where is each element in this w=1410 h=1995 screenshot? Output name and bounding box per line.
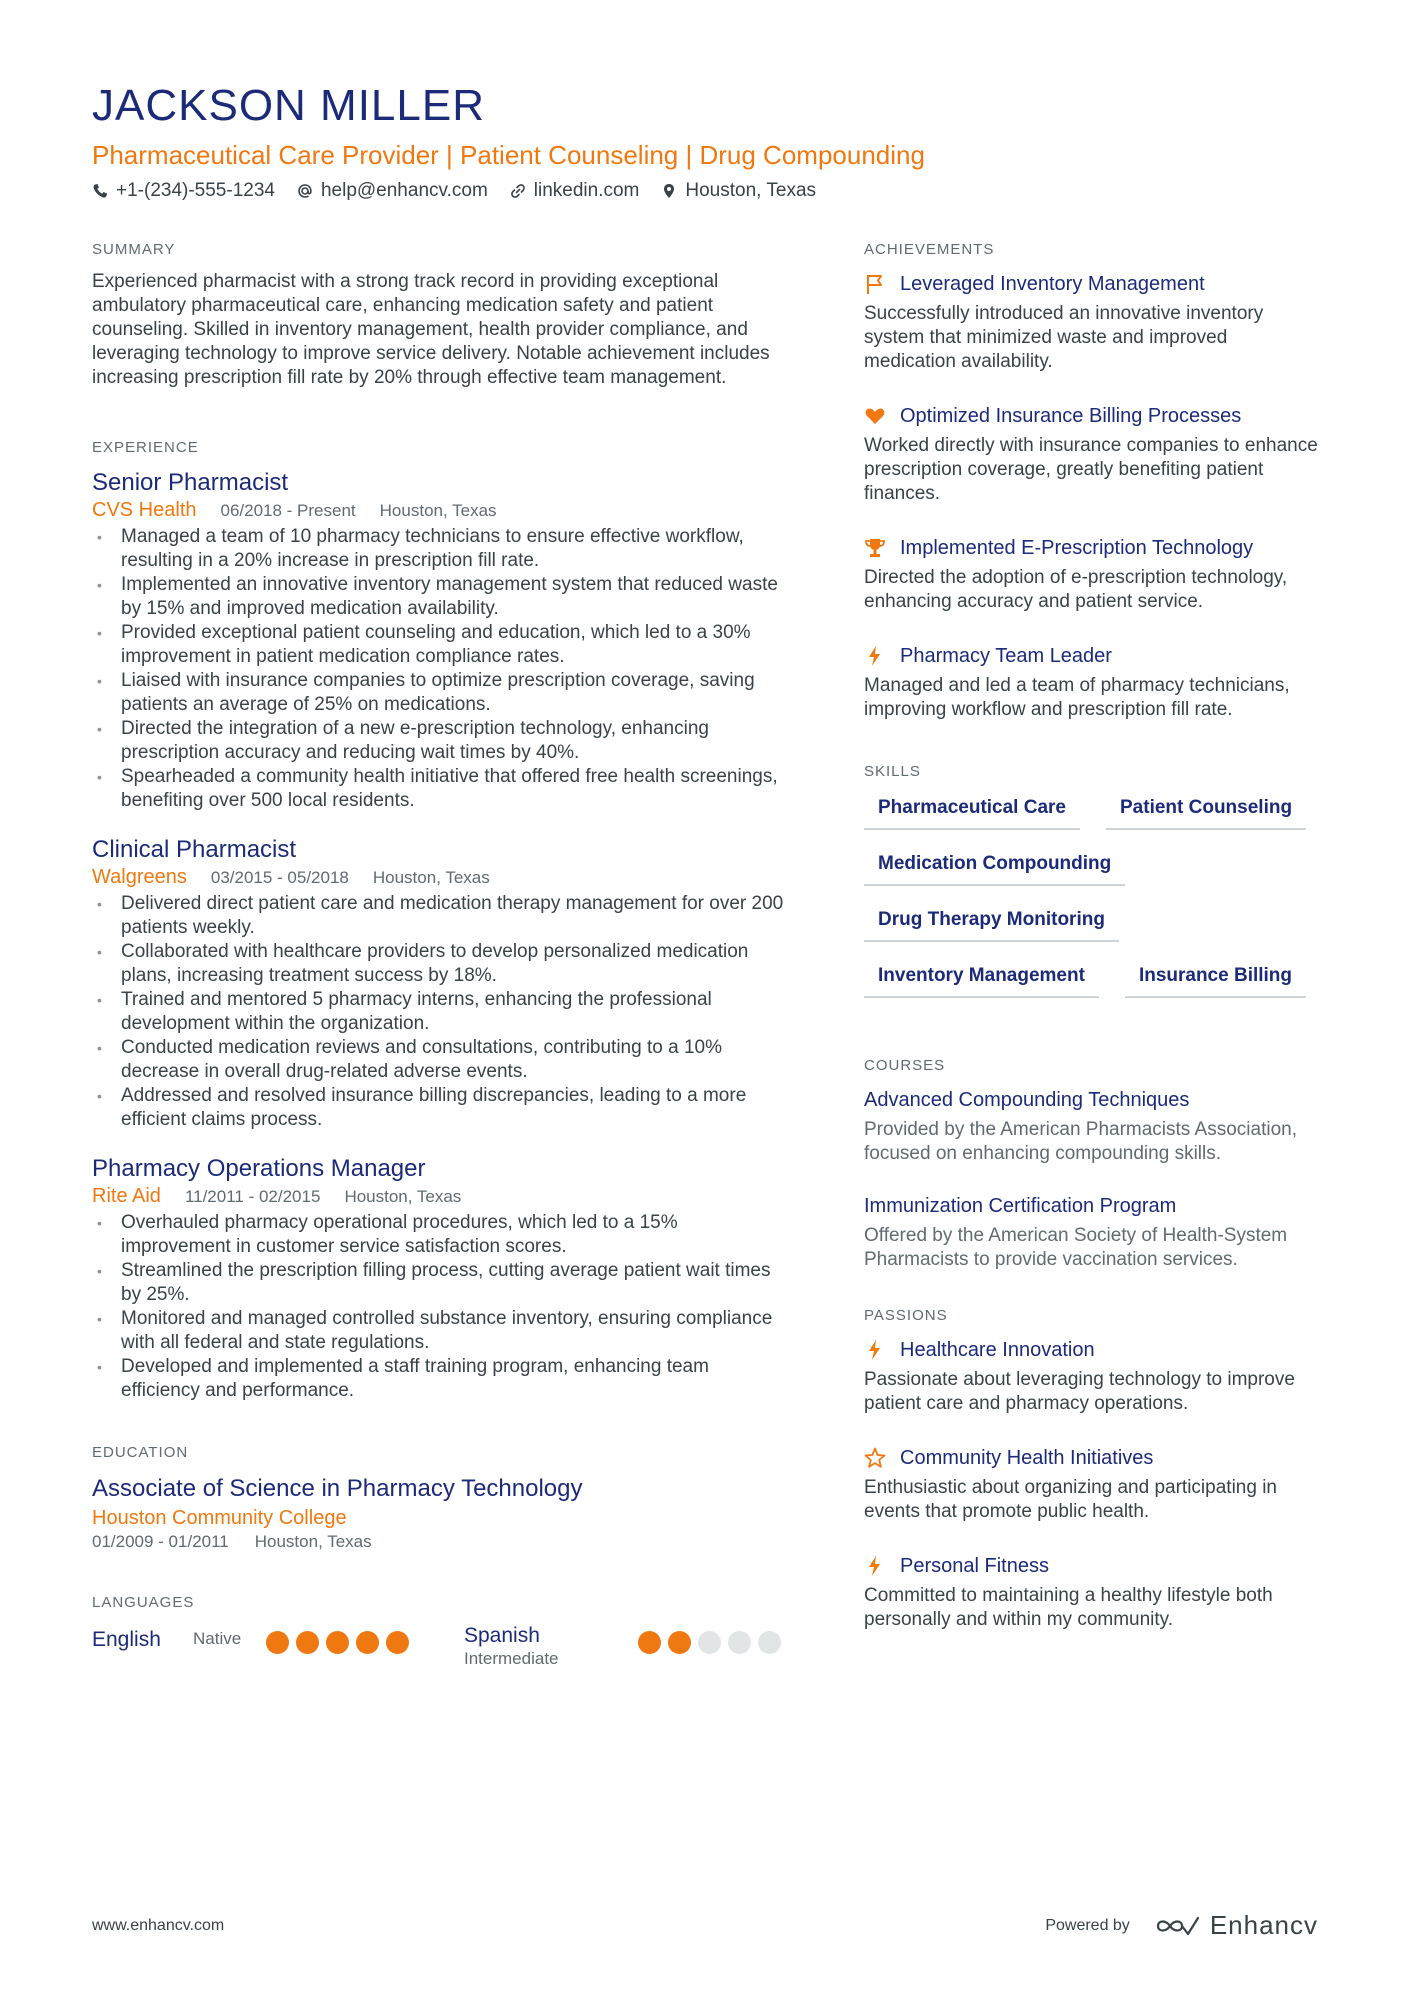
star-icon — [864, 1447, 886, 1469]
language-name: Spanish — [464, 1624, 540, 1647]
bullet-item: • Delivered direct patient care and medication therapy management for over 200 patients weekly. — [92, 892, 792, 940]
job-title: Clinical Pharmacist — [92, 836, 297, 863]
education-location: Houston, Texas — [254, 1532, 372, 1551]
achievement-desc: Worked directly with insurance companies to enhance prescription coverage, greatly benefiting patient finances. — [864, 435, 1318, 504]
location-text: Houston, Texas — [685, 180, 817, 201]
experience-section — [92, 438, 792, 1403]
section-title: PASSIONS — [864, 1307, 948, 1324]
skill-tag: Medication Compounding — [864, 852, 1125, 886]
achievements-section — [864, 240, 1324, 722]
footer — [92, 1910, 1318, 1941]
job-bullets — [92, 892, 792, 1132]
course-desc: Offered by the American Society of Health-System Pharmacists to provide vaccination services. — [864, 1225, 1288, 1270]
skill-tag: Insurance Billing — [1125, 964, 1306, 998]
section-title: SKILLS — [864, 763, 921, 780]
course-desc: Provided by the American Pharmacists Association, focused on enhancing compounding skills. — [864, 1119, 1297, 1164]
job-entry — [92, 468, 792, 813]
summary-text: Experienced pharmacist with a strong track record in providing exceptional ambulatory pharmaceutical care, enhancing medication safety and patient counseling. Skilled in inventory management, health provider compliance, and leveraging technology to improve service delivery. Notable achievement includes increasing prescription fill rate by 20% through effective team management. — [92, 271, 770, 388]
passion-title: Healthcare Innovation — [900, 1339, 1095, 1361]
trophy-icon — [864, 537, 886, 559]
course-title: Immunization Certification Program — [864, 1195, 1177, 1217]
candidate-name: JACKSON MILLER — [92, 81, 485, 130]
footer-url[interactable]: www.enhancv.com — [92, 1916, 225, 1934]
passion-item — [864, 1552, 1324, 1632]
rating-dot-filled — [638, 1631, 661, 1654]
education-section — [92, 1443, 792, 1553]
bullet-item: • Developed and implemented a staff training program, enhancing team efficiency and performance. — [92, 1355, 792, 1403]
achievement-item — [864, 642, 1324, 722]
rating-dot-empty — [698, 1631, 721, 1654]
bullet-item: • Liaised with insurance companies to optimize prescription coverage, saving patients an average of 25% on medications. — [92, 669, 792, 717]
section-title: COURSES — [864, 1057, 946, 1074]
achievement-desc: Directed the adoption of e-prescription technology, enhancing accuracy and patient service. — [864, 567, 1288, 612]
rating-dot-empty — [758, 1631, 781, 1654]
job-title: Senior Pharmacist — [92, 469, 289, 496]
skill-tag: Pharmaceutical Care — [864, 796, 1080, 830]
bullet-item: • Trained and mentored 5 pharmacy interns, enhancing the professional development within the organization. — [92, 988, 792, 1036]
school-name: Houston Community College — [92, 1507, 347, 1529]
company-name: Walgreens — [92, 866, 187, 888]
job-dates: 03/2015 - 05/2018 — [210, 868, 349, 887]
degree-title: Associate of Science in Pharmacy Technology — [92, 1475, 583, 1502]
bullet-item: • Provided exceptional patient counseling and education, which led to a 30% improvement in patient medication compliance rates. — [92, 621, 792, 669]
job-dates: 11/2011 - 02/2015 — [184, 1187, 321, 1206]
tagline: Pharmaceutical Care Provider | Patient Counseling | Drug Compounding — [92, 140, 925, 170]
section-title: LANGUAGES — [92, 1594, 195, 1611]
skill-tag: Drug Therapy Monitoring — [864, 908, 1119, 942]
left-column — [92, 240, 792, 1735]
achievement-title: Optimized Insurance Billing Processes — [900, 405, 1242, 427]
section-title: ACHIEVEMENTS — [864, 241, 995, 258]
contact-linkedin[interactable] — [510, 180, 640, 202]
location-pin-icon — [661, 183, 677, 199]
section-title: SUMMARY — [92, 241, 176, 258]
courses-section — [864, 1056, 1324, 1272]
skill-tag: Inventory Management — [864, 964, 1099, 998]
passion-title: Personal Fitness — [900, 1555, 1049, 1577]
rating-dot-empty — [728, 1631, 751, 1654]
bolt-icon — [864, 1339, 886, 1361]
phone-icon — [92, 183, 108, 199]
language-name: English — [92, 1628, 161, 1651]
contact-email[interactable] — [297, 180, 488, 202]
summary-section — [92, 240, 792, 390]
bullet-item: • Streamlined the prescription filling process, cutting average patient wait times by 25%. — [92, 1259, 792, 1307]
rating-dot-filled — [296, 1631, 319, 1654]
rating-dot-filled — [326, 1631, 349, 1654]
passion-desc: Committed to maintaining a healthy lifestyle both personally and within my community. — [864, 1585, 1273, 1630]
flag-icon — [864, 273, 886, 295]
email-text: help@enhancv.com — [320, 180, 488, 201]
link-icon — [510, 183, 526, 199]
skill-tag: Patient Counseling — [1106, 796, 1306, 830]
education-dates: 01/2009 - 01/2011 — [92, 1532, 229, 1551]
course-item — [864, 1192, 1324, 1272]
job-title: Pharmacy Operations Manager — [92, 1155, 426, 1182]
passions-section — [864, 1306, 1324, 1632]
resume-page — [92, 80, 1327, 1668]
bullet-item: • Collaborated with healthcare providers to develop personalized medication plans, increasing treatment success by 18%. — [92, 940, 792, 988]
rating-dot-filled — [356, 1631, 379, 1654]
language-rating — [266, 1631, 409, 1654]
achievement-title: Implemented E-Prescription Technology — [900, 537, 1254, 559]
brand-name: Enhancv — [1209, 1910, 1318, 1940]
passion-desc: Passionate about leveraging technology to improve patient care and pharmacy operations. — [864, 1369, 1295, 1414]
languages-section — [92, 1593, 792, 1687]
right-column — [864, 240, 1324, 1680]
phone-text: +1-(234)-555-1234 — [116, 180, 275, 201]
passion-title: Community Health Initiatives — [900, 1447, 1154, 1469]
enhancv-logo-icon — [1154, 1914, 1202, 1938]
skills-list — [864, 796, 1324, 998]
section-title: EXPERIENCE — [92, 439, 199, 456]
achievement-item — [864, 534, 1324, 614]
bullet-item: • Managed a team of 10 pharmacy technicians to ensure effective workflow, resulting in a 20% increase in prescription fill rate. — [92, 525, 792, 573]
bolt-icon — [864, 1555, 886, 1577]
bullet-item: • Overhauled pharmacy operational procedures, which led to a 15% improvement in customer service satisfaction scores. — [92, 1211, 792, 1259]
at-icon — [297, 183, 313, 199]
heart-icon — [864, 405, 886, 427]
bolt-icon — [864, 645, 886, 667]
job-dates: 06/2018 - Present — [220, 501, 356, 520]
achievement-title: Pharmacy Team Leader — [900, 645, 1112, 667]
job-location: Houston, Texas — [372, 868, 490, 887]
language-english — [92, 1627, 161, 1653]
skills-section — [864, 762, 1324, 998]
passion-item — [864, 1444, 1324, 1524]
bullet-item: • Implemented an innovative inventory management system that reduced waste by 15% and improved medication availability. — [92, 573, 792, 621]
achievement-item — [864, 270, 1324, 374]
passion-item — [864, 1336, 1324, 1416]
contact-location — [661, 180, 816, 202]
job-entry — [92, 835, 792, 1132]
language-level: Intermediate — [464, 1649, 559, 1668]
bullet-item: • Spearheaded a community health initiative that offered free health screenings, benefiting over 500 local residents. — [92, 765, 792, 813]
powered-by-label: Powered by — [1045, 1916, 1130, 1934]
contact-bar — [92, 180, 1327, 202]
contact-phone[interactable] — [92, 180, 275, 202]
job-entry — [92, 1154, 792, 1403]
section-title: EDUCATION — [92, 1444, 189, 1461]
bullet-item: • Addressed and resolved insurance billing discrepancies, leading to a more efficient claims process. — [92, 1084, 792, 1132]
bullet-item: • Monitored and managed controlled substance inventory, ensuring compliance with all federal and state regulations. — [92, 1307, 792, 1355]
job-location: Houston, Texas — [379, 501, 497, 520]
company-name: Rite Aid — [92, 1185, 161, 1207]
achievement-title: Leveraged Inventory Management — [900, 273, 1205, 295]
company-name: CVS Health — [92, 499, 197, 521]
job-location: Houston, Texas — [344, 1187, 462, 1206]
course-item — [864, 1086, 1324, 1166]
rating-dot-filled — [386, 1631, 409, 1654]
enhancv-logo[interactable] — [1154, 1910, 1318, 1941]
linkedin-text: linkedin.com — [533, 180, 640, 201]
language-rating — [638, 1631, 781, 1654]
passion-desc: Enthusiastic about organizing and participating in events that promote public health. — [864, 1477, 1277, 1522]
course-title: Advanced Compounding Techniques — [864, 1089, 1190, 1111]
achievement-item — [864, 402, 1324, 506]
language-level: Native — [193, 1629, 242, 1648]
bullet-item: • Directed the integration of a new e-prescription technology, enhancing prescription accuracy and reducing wait times by 40%. — [92, 717, 792, 765]
rating-dot-filled — [266, 1631, 289, 1654]
language-spanish — [464, 1623, 559, 1669]
rating-dot-filled — [668, 1631, 691, 1654]
achievement-desc: Managed and led a team of pharmacy technicians, improving workflow and prescription fill rate. — [864, 675, 1290, 720]
bullet-item: • Conducted medication reviews and consultations, contributing to a 10% decrease in overall drug-related adverse events. — [92, 1036, 792, 1084]
achievement-desc: Successfully introduced an innovative inventory system that minimized waste and improved medication availability. — [864, 303, 1264, 372]
job-bullets — [92, 525, 792, 813]
job-bullets — [92, 1211, 792, 1403]
